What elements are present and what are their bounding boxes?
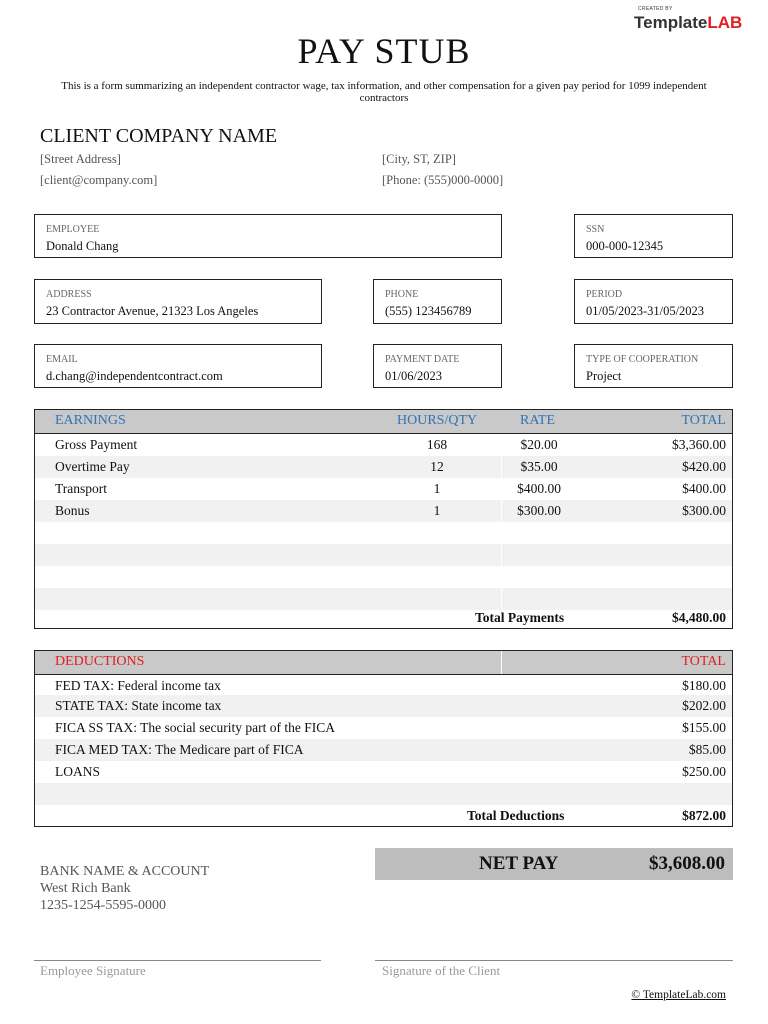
- deductions-row: [35, 717, 732, 739]
- earnings-row-rate: $20.00: [520, 437, 558, 452]
- earnings-empty-row: [35, 566, 732, 588]
- earnings-header-total: TOTAL: [681, 413, 726, 428]
- client-signature-label: Signature of the Client: [382, 963, 501, 978]
- earnings-table: [34, 409, 733, 629]
- deductions-row-name: FICA MED TAX: The Medicare part of FICA: [55, 742, 304, 757]
- bank-name: West Rich Bank: [40, 881, 131, 896]
- client-signature-line: [375, 960, 733, 961]
- phone-box: [373, 279, 502, 324]
- deductions-row-name: STATE TAX: State income tax: [55, 698, 222, 713]
- earnings-row-total: $420.00: [682, 459, 726, 474]
- company-name: CLIENT COMPANY NAME: [40, 125, 278, 147]
- deductions-header-divider: [501, 651, 502, 674]
- earnings-header: [35, 410, 732, 434]
- earnings-row-total: $300.00: [682, 503, 726, 518]
- templatelab-logo: [634, 6, 750, 32]
- page-subtitle: This is a form summarizing an independent contractor wage, tax information, and other compensation for a given pay period for 1099 independent contractors: [61, 80, 707, 104]
- deductions-header-total: TOTAL: [681, 654, 726, 669]
- deductions-header: [35, 651, 732, 675]
- earnings-row-qty: 168: [426, 437, 448, 452]
- earnings-row-name: Gross Payment: [55, 437, 138, 452]
- email-box: [34, 344, 322, 388]
- logo-word-a: Template: [634, 13, 708, 32]
- total-payments-value: $4,480.00: [672, 610, 726, 625]
- logo-small-text: CREATED BY: [638, 6, 673, 12]
- earnings-header-name: EARNINGS: [55, 413, 126, 428]
- earnings-row-name: Bonus: [55, 503, 90, 518]
- cooperation-box: [574, 344, 733, 388]
- deductions-row: [35, 739, 732, 761]
- total-deductions-label: Total Deductions: [467, 808, 565, 823]
- address-value: 23 Contractor Avenue, 21323 Los Angeles: [46, 304, 259, 318]
- earnings-row-name: Transport: [55, 481, 108, 496]
- deductions-row: [35, 675, 732, 697]
- earnings-row-qty: 1: [433, 481, 441, 496]
- company-street: [Street Address]: [40, 152, 121, 166]
- earnings-empty-row: [35, 544, 732, 566]
- employee-label: EMPLOYEE: [46, 224, 100, 235]
- earnings-row-total: $3,360.00: [672, 437, 726, 452]
- earnings-empty-row: [35, 522, 732, 544]
- ssn-value: 000-000-12345: [586, 239, 664, 253]
- payment-date-label: PAYMENT DATE: [385, 354, 460, 365]
- earnings-total-row: [35, 607, 732, 629]
- deductions-total-row: [35, 805, 732, 827]
- phone-label: PHONE: [385, 289, 419, 300]
- deductions-table: [34, 650, 733, 827]
- deductions-row: [35, 695, 732, 717]
- earnings-row-total: $400.00: [682, 481, 726, 496]
- bank-label: BANK NAME & ACCOUNT: [40, 864, 210, 879]
- ssn-label: SSN: [586, 224, 605, 235]
- period-value: 01/05/2023-31/05/2023: [586, 304, 705, 318]
- deductions-row: [35, 761, 732, 783]
- deductions-row-total: $180.00: [682, 678, 726, 693]
- employee-signature-line: [34, 960, 321, 961]
- copyright-link[interactable]: © TemplateLab.com: [631, 989, 726, 1001]
- employee-value: Donald Chang: [46, 239, 119, 253]
- payment-date-box: [373, 344, 502, 388]
- earnings-row: [35, 478, 732, 500]
- earnings-row-rate: $300.00: [517, 503, 561, 518]
- deductions-row-total: $85.00: [688, 742, 726, 757]
- deductions-row-total: $202.00: [682, 698, 726, 713]
- net-pay-value: $3,608.00: [649, 853, 725, 874]
- email-value: d.chang@independentcontract.com: [46, 369, 223, 383]
- payment-date-value: 01/06/2023: [385, 369, 442, 383]
- earnings-row-qty: 1: [433, 503, 441, 518]
- address-box: [34, 279, 322, 324]
- email-label: EMAIL: [46, 354, 78, 365]
- earnings-row-rate: $400.00: [517, 481, 561, 496]
- earnings-header-qty: HOURS/QTY: [397, 413, 478, 428]
- logo-word-b: LAB: [707, 13, 743, 32]
- deductions-row-total: $250.00: [682, 764, 726, 779]
- page-title: PAY STUB: [297, 31, 471, 71]
- phone-value: (555) 123456789: [385, 304, 472, 318]
- bank-account: 1235-1254-5595-0000: [40, 898, 166, 913]
- employee-signature-label: Employee Signature: [40, 963, 146, 978]
- period-label: PERIOD: [586, 289, 623, 300]
- earnings-row: [35, 456, 732, 478]
- net-pay-label: NET PAY: [479, 853, 559, 874]
- company-phone: [Phone: (555)000-0000]: [382, 173, 504, 187]
- deductions-empty-row: [35, 783, 732, 805]
- deductions-row-name: LOANS: [55, 764, 101, 779]
- ssn-box: [574, 214, 733, 258]
- employee-box: [34, 214, 502, 258]
- earnings-row-rate: $35.00: [520, 459, 558, 474]
- deductions-row-total: $155.00: [682, 720, 726, 735]
- deductions-header-name: DEDUCTIONS: [55, 654, 145, 669]
- earnings-header-rate: RATE: [520, 413, 555, 428]
- earnings-row: [35, 500, 732, 522]
- company-email: [client@company.com]: [40, 173, 158, 187]
- period-box: [574, 279, 733, 324]
- total-payments-label: Total Payments: [475, 610, 565, 625]
- address-label: ADDRESS: [46, 289, 92, 300]
- company-city: [City, ST, ZIP]: [382, 152, 456, 166]
- total-deductions-value: $872.00: [682, 808, 726, 823]
- earnings-row-name: Overtime Pay: [55, 459, 130, 474]
- cooperation-value: Project: [586, 369, 622, 383]
- cooperation-label: TYPE OF COOPERATION: [586, 354, 699, 365]
- deductions-row-name: FICA SS TAX: The social security part of the FICA: [55, 720, 336, 735]
- earnings-row-qty: 12: [430, 459, 444, 474]
- earnings-column-divider: [501, 434, 502, 608]
- deductions-row-name: FED TAX: Federal income tax: [55, 678, 221, 693]
- earnings-row: [35, 434, 732, 456]
- net-pay-bar: [375, 848, 733, 880]
